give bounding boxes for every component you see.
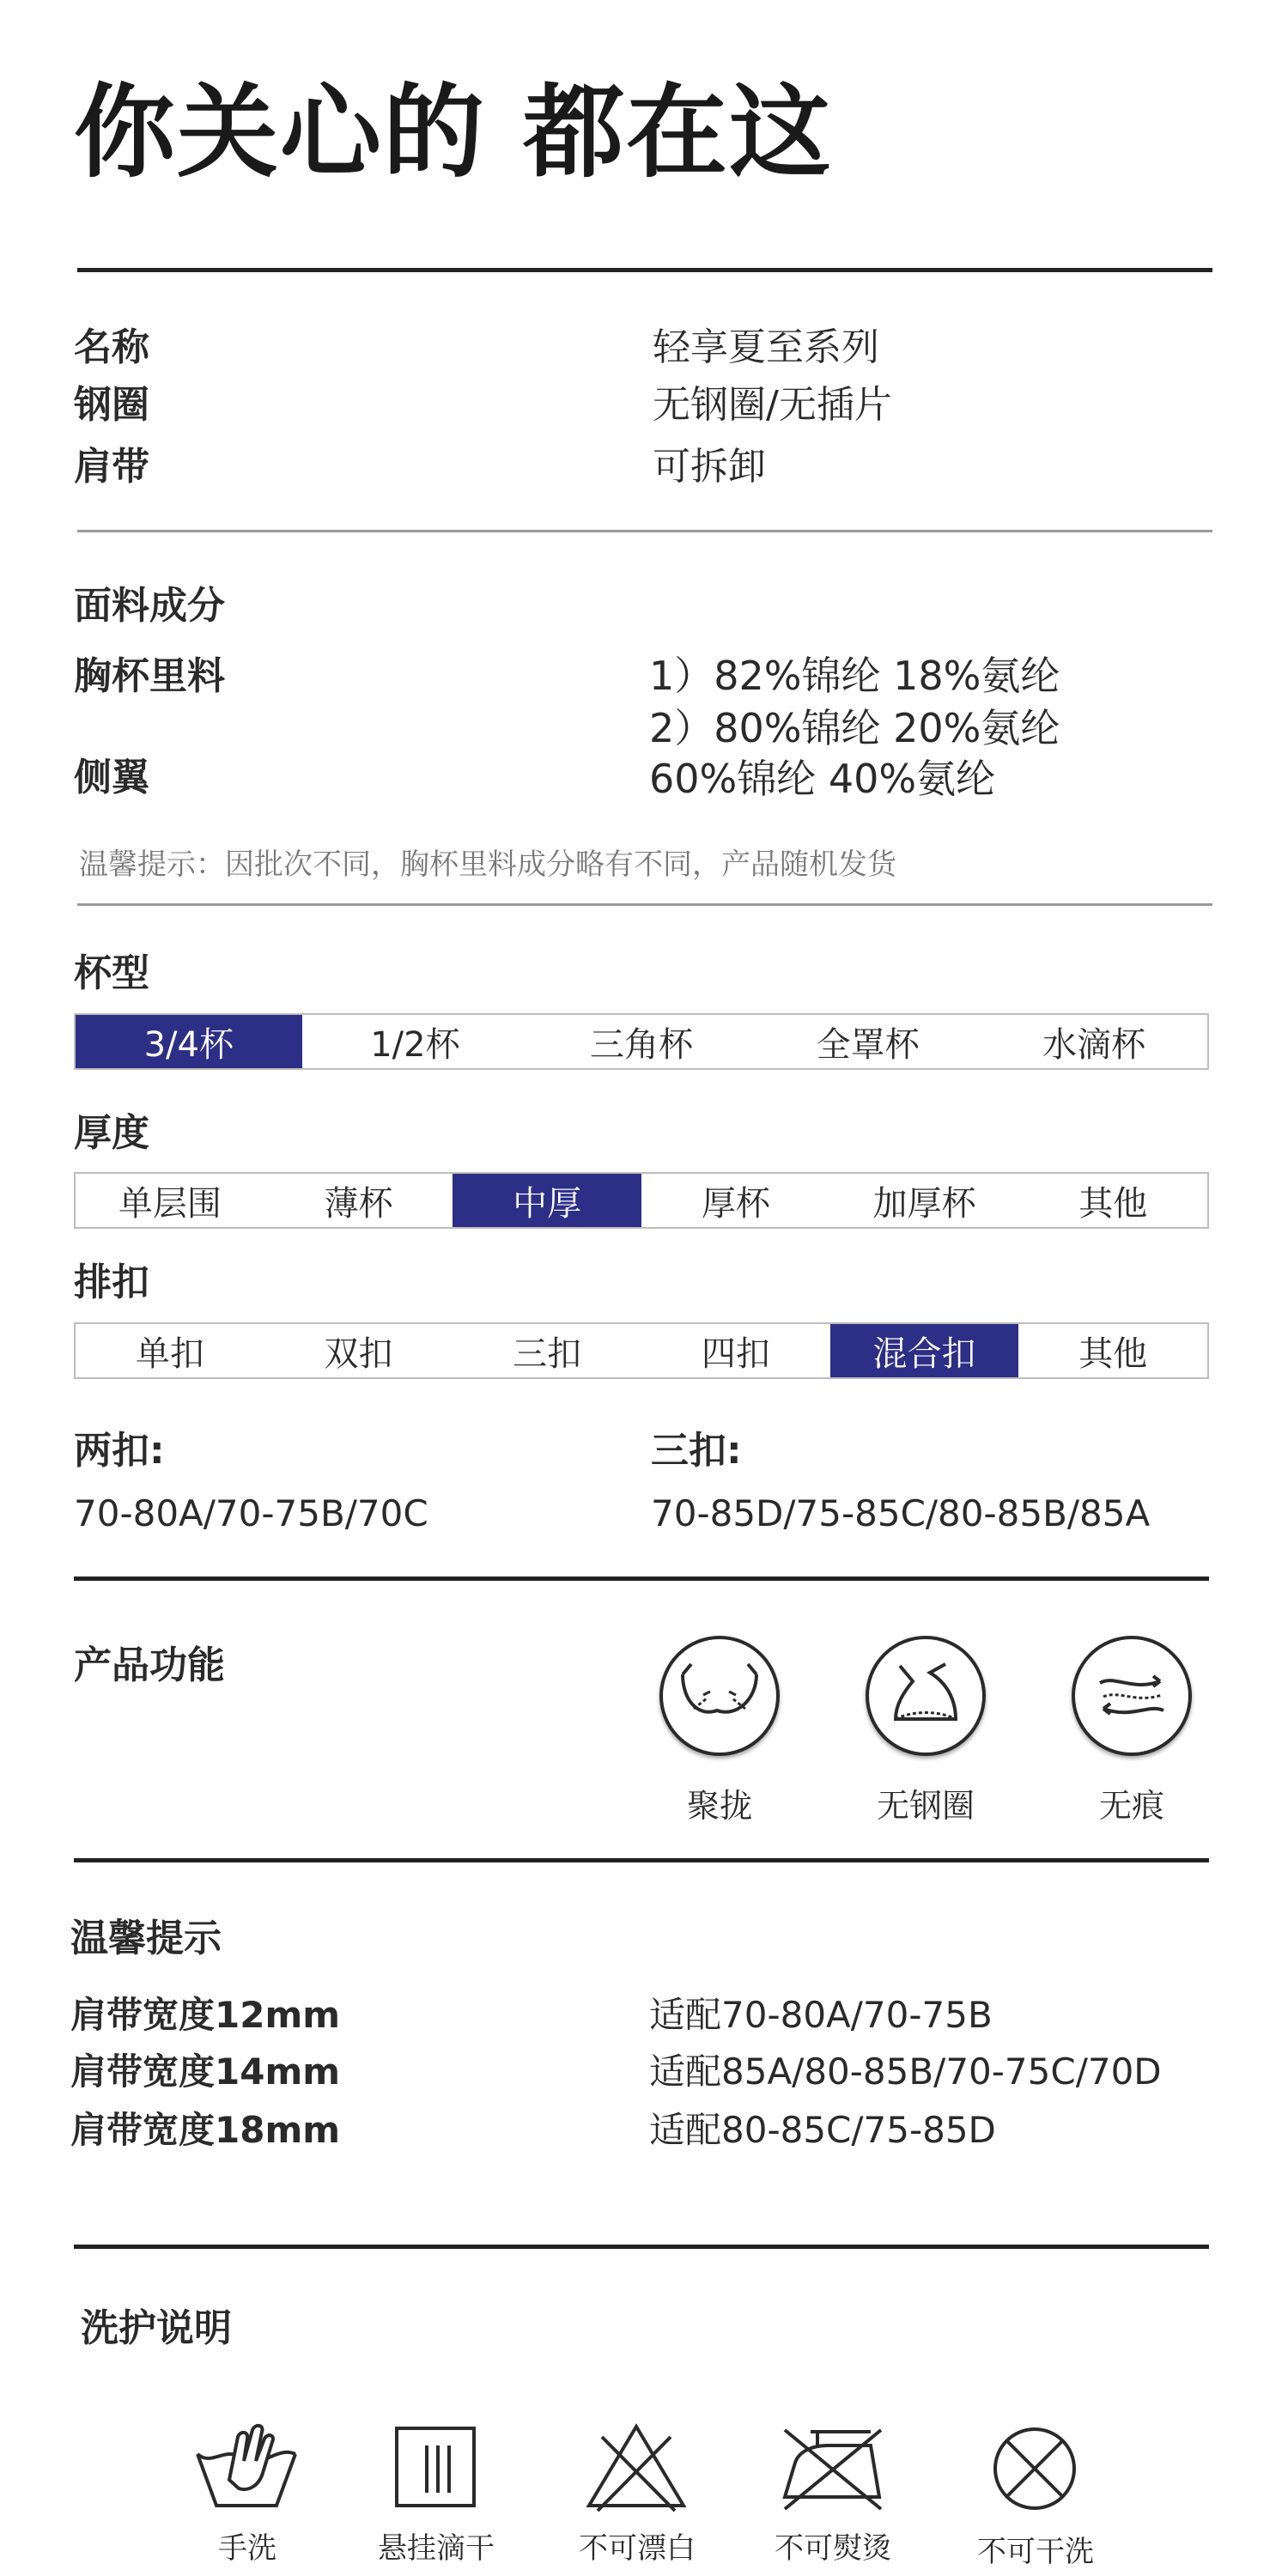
fabric-heading: 面料成分 [74, 584, 225, 628]
hook-option[interactable]: 混合扣 [830, 1324, 1019, 1377]
strap-width-label: 肩带宽度18mm [70, 2109, 340, 2151]
cup-lining-label: 胸杯里料 [74, 654, 225, 698]
strap-width-fit: 适配80-85C/75-85D [649, 2109, 996, 2151]
wire-label: 钢圈 [74, 383, 149, 427]
two-hook-label: 两扣: [74, 1429, 165, 1473]
seamless-icon [1072, 1636, 1192, 1756]
thickness-option[interactable]: 加厚杯 [872, 1183, 976, 1224]
thickness-option[interactable]: 其他 [1078, 1183, 1148, 1224]
strap-width-fit: 适配70-80A/70-75B [649, 1994, 993, 2036]
feature-label: 无痕 [1098, 1787, 1164, 1825]
features-heading: 产品功能 [74, 1643, 225, 1687]
divider [74, 1858, 1209, 1862]
cup-type-heading: 杯型 [74, 951, 149, 995]
no-bleach-icon [580, 2420, 692, 2514]
no-iron-icon [776, 2420, 888, 2514]
fabric-note: 温馨提示：因批次不同，胸杯里料成分略有不同，产品随机发货 [79, 848, 896, 882]
hook-option[interactable]: 单扣 [135, 1334, 204, 1374]
push-up-bra-icon [659, 1636, 780, 1756]
care-label: 不可漂白 [579, 2531, 696, 2566]
care-label: 不可干洗 [977, 2535, 1094, 2569]
care-heading: 洗护说明 [81, 2306, 232, 2350]
hook-option[interactable]: 四扣 [701, 1334, 770, 1374]
cup-type-option[interactable]: 全罩杯 [816, 1024, 920, 1065]
divider [74, 1577, 1209, 1581]
feature-label: 无钢圈 [876, 1787, 975, 1825]
care-label: 悬挂滴干 [378, 2531, 495, 2566]
hand-wash-icon [191, 2420, 302, 2514]
cup-lining-value-2: 2）80%锦纶 20%氨纶 [649, 705, 1060, 751]
hook-heading: 排扣 [74, 1261, 149, 1304]
page-title: 你关心的 都在这 [74, 73, 833, 191]
thickness-option[interactable]: 中厚 [453, 1174, 641, 1227]
hook-option[interactable]: 三扣 [513, 1334, 582, 1374]
three-hook-label: 三扣: [651, 1429, 742, 1473]
two-hook-sizes: 70-80A/70-75B/70C [74, 1492, 428, 1534]
no-dry-clean-icon [979, 2420, 1091, 2514]
feature-label: 聚拢 [686, 1787, 752, 1825]
strap-label: 肩带 [74, 445, 149, 489]
care-label: 手洗 [218, 2531, 276, 2566]
side-wing-value: 60%锦纶 40%氨纶 [649, 756, 996, 802]
thickness-option[interactable]: 厚杯 [701, 1183, 770, 1224]
cup-type-option[interactable]: 三角杯 [589, 1024, 693, 1065]
name-value: 轻享夏至系列 [653, 325, 879, 369]
hook-option[interactable]: 其他 [1078, 1334, 1148, 1374]
strap-width-label: 肩带宽度12mm [70, 1994, 340, 2036]
hook-option[interactable]: 双扣 [324, 1334, 393, 1374]
wire-value: 无钢圈/无插片 [653, 383, 892, 427]
thickness-option[interactable]: 薄杯 [324, 1183, 393, 1224]
side-wing-label: 侧翼 [74, 756, 149, 799]
care-label: 不可熨烫 [775, 2531, 891, 2566]
hook-selector [74, 1322, 1209, 1379]
strap-width-label: 肩带宽度14mm [70, 2050, 340, 2093]
wire-free-bra-icon [866, 1636, 986, 1756]
cup-type-option[interactable]: 水滴杯 [1042, 1024, 1146, 1065]
tips-heading: 温馨提示 [70, 1917, 222, 1960]
cup-type-option[interactable]: 3/4杯 [76, 1015, 302, 1068]
cup-lining-value-1: 1）82%锦纶 18%氨纶 [649, 653, 1060, 699]
divider [77, 530, 1212, 532]
divider [77, 268, 1212, 272]
divider [74, 2245, 1209, 2249]
name-label: 名称 [74, 325, 149, 369]
cup-type-option[interactable]: 1/2杯 [370, 1024, 460, 1065]
thickness-heading: 厚度 [74, 1111, 149, 1155]
thickness-option[interactable]: 单层围 [118, 1183, 222, 1224]
strap-width-fit: 适配85A/80-85B/70-75C/70D [649, 2050, 1162, 2093]
cup-type-selector [74, 1013, 1209, 1070]
divider [77, 903, 1212, 906]
three-hook-sizes: 70-85D/75-85C/80-85B/85A [651, 1492, 1151, 1534]
strap-value: 可拆卸 [653, 445, 766, 489]
thickness-selector [74, 1172, 1209, 1229]
drip-dry-icon [380, 2420, 491, 2514]
